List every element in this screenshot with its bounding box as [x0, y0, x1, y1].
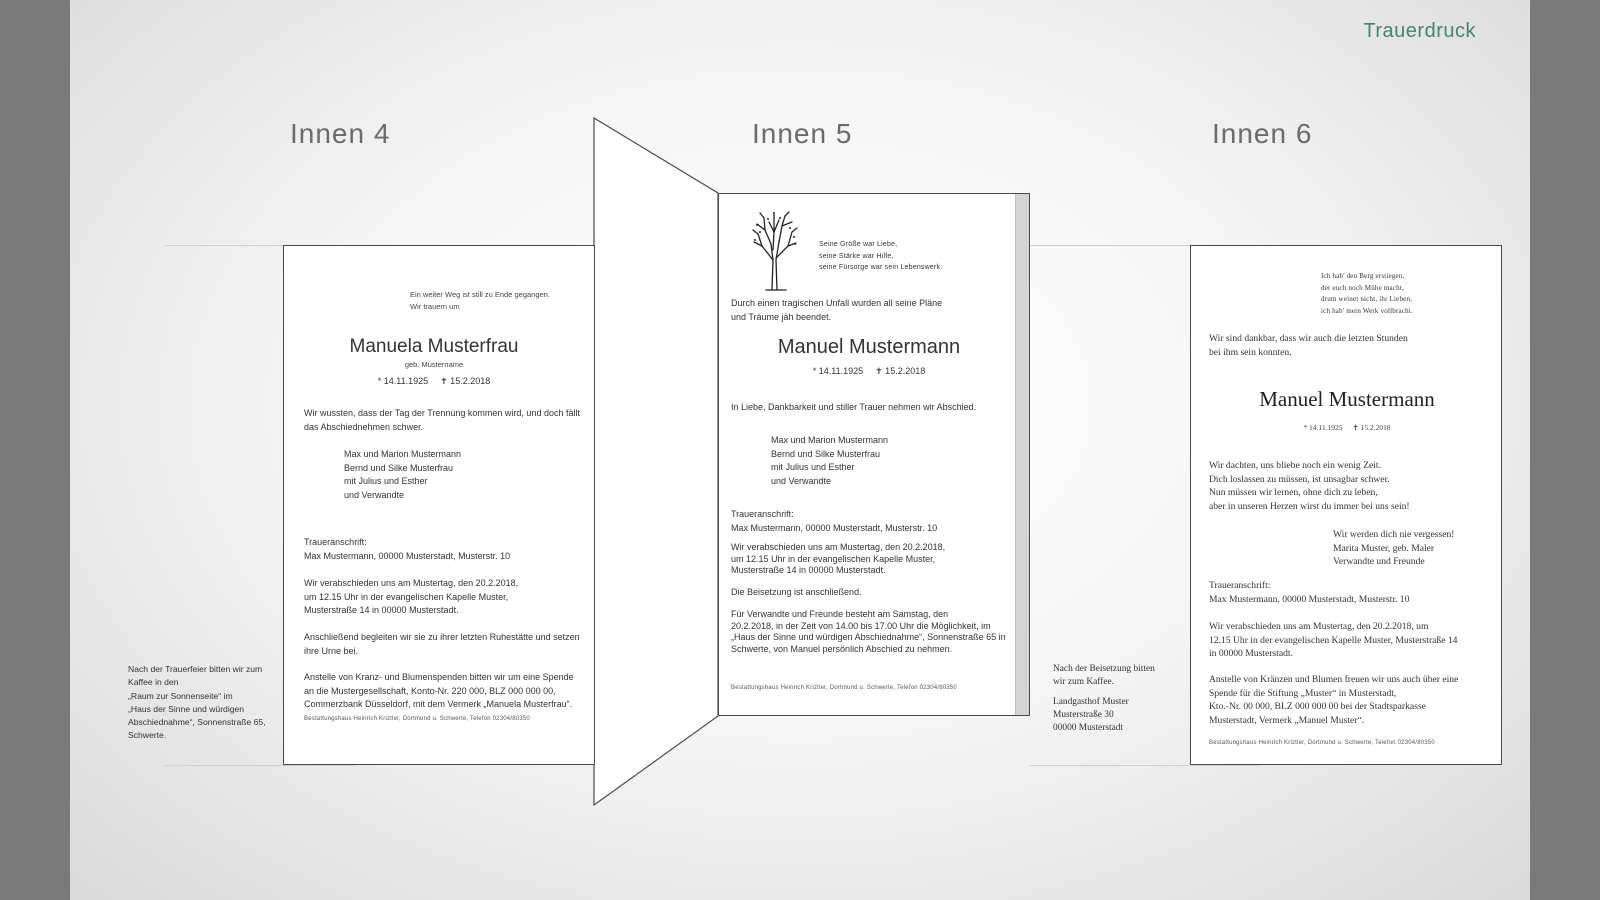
slide — [70, 0, 1530, 900]
innen5-address: Traueranschrift: Max Mustermann, 00000 Musterstadt, Musterstr. 10 — [731, 509, 938, 533]
innen5-text1: In Liebe, Dankbarkeit und stiller Trauer nehmen wir Abschied. — [731, 402, 977, 412]
page-edge-shadow — [1015, 194, 1029, 715]
innen6-poem: Wir dachten, uns bliebe noch ein wenig Zeit. Dich loslassen zu müssen, ist unsagbar schwer. Nun müssen wir lernen, ohne dich zu leben, aber in unseren Herzen wirst du immer bei uns sein! — [1209, 460, 1410, 512]
innen6-footer: Bestattungshaus Heinrich Kriztler, Dortmund u. Schwerte, Telefon 02304/80350 — [1209, 740, 1435, 746]
innen4-family: Max und Marion Mustermann Bernd und Silke Musterfrau mit Julius und Esther und Verwandte — [344, 449, 462, 500]
innen4-donation: Anstelle von Kranz- und Blumenspenden bitten wir um eine Spende an die Mustergesellschaft, Konto-Nr. 220 000, BLZ 000 000 00, Commerzbank Düsseldorf, mit dem Vermerk „Manuela Musterfrau“. — [304, 672, 574, 709]
innen6-name: Manuel Mustermann — [1259, 387, 1435, 411]
innen6-verse: Ich hab' den Berg erstiegen, der euch noch Mühe macht, drum weinet nicht, ihr Lieben, ich hab' mein Werk vollbracht. — [1321, 272, 1413, 315]
innen6-dates: * 14.11.1925 ✝ 15.2.2018 — [1303, 423, 1391, 432]
innen5-dates: * 14.11.1925 ✝ 15.2.2018 — [812, 366, 926, 376]
innen4-name: Manuela Musterfrau — [349, 336, 519, 357]
innen5-verse: Seine Größe war Liebe, seine Stärke war Hilfe, seine Fürsorge war sein Lebenswerk. — [819, 241, 943, 271]
innen5-page — [718, 193, 1030, 716]
innen4-footer: Bestattungshaus Heinrich Kriztler, Dortmund u. Schwerte, Telefon 02304/80350 — [304, 716, 530, 722]
innen6-ceremony: Wir verabschieden uns am Mustertag, den 20.2.2018, um 12.15 Uhr in der evangelischen Kapelle Muster, Musterstraße 14 in 00000 Musterstadt. — [1209, 621, 1458, 659]
innen4-text1: Wir wussten, dass der Tag der Trennung kommen wird, und doch fällt das Abschiednehmen schwer. — [304, 408, 580, 432]
brand-logo-text: Trauerdruck — [1363, 20, 1476, 42]
innen4-page — [283, 245, 595, 765]
innen5-farewell: Für Verwandte und Freunde besteht am Samstag, den 20.2.2018, in der Zeit von 14.00 bis 17.00 Uhr die Möglichkeit, im „Haus der Sinne und würdigen Abschiednahme“, Sonnenstraße 65 in Schwerte, von Manuel persönlich Abschied zu nehmen. — [731, 609, 1006, 654]
innen6-family: Wir werden dich nie vergessen! Marita Muster, geb. Maler Verwandte und Freunde — [1333, 529, 1455, 567]
innen4-birth-name: geb. Mustername — [404, 360, 464, 369]
innen6-name-block — [1191, 387, 1503, 434]
innen4-name-block — [284, 336, 584, 388]
innen6-page — [1190, 245, 1502, 765]
innen4-side-note: Nach der Trauerfeier bitten wir zum Kaffee in den „Raum zur Sonnenseite“ im „Haus der Sinne und würdigen Abschiednahme“, Sonnenstraße 65, Schwerte. — [128, 664, 266, 741]
tree-icon — [752, 210, 798, 292]
innen5-footer: Bestattungshaus Heinrich Kriztler, Dortmund u. Schwerte, Telefon 02304/80350 — [731, 685, 957, 691]
innen5-family: Max und Marion Mustermann Bernd und Silke Musterfrau mit Julius und Esther und Verwandte — [771, 435, 889, 486]
innen6-donation: Anstelle von Kränzen und Blumen freuen wir uns auch über eine Spende für die Stiftung „Muster“ in Musterstadt, Kto.-Nr. 00 000, BLZ 000 000 00 bei der Stadtsparkasse Musterstadt, Vermerk „Manuel Muster“. — [1209, 674, 1459, 726]
innen6-intro: Wir sind dankbar, dass wir auch die letzten Stunden bei ihm sein konnten. — [1209, 333, 1408, 358]
innen4-dates: * 14.11.1925 ✝ 15.2.2018 — [377, 375, 491, 386]
innen5-name: Manuel Mustermann — [777, 336, 961, 358]
innen5-intro: Durch einen tragischen Unfall wurden all seine Pläne und Träume jäh beendet. — [731, 298, 943, 322]
innen5-burial: Die Beisetzung ist anschließend. — [731, 587, 862, 597]
innen4-ceremony: Wir verabschieden uns am Mustertag, den 20.2.2018, um 12.15 Uhr in der evangelischen Kapelle Muster, Musterstraße 14 in 00000 Musterstadt. — [304, 578, 519, 615]
innen4-intro: Ein weiter Weg ist still zu Ende gegangen. Wir trauern um — [410, 290, 550, 311]
heading-innen-4: Innen 4 — [290, 118, 391, 149]
innen4-address: Traueranschrift: Max Mustermann, 00000 Musterstadt, Musterstr. 10 — [304, 537, 511, 561]
innen4-burial: Anschließend begleiten wir sie zu ihrer letzten Ruhestätte und setzen ihre Urne bei. — [304, 632, 580, 656]
innen6-side-note: Nach der Beisetzung bitten wir zum Kaffee. Landgasthof Muster Musterstraße 30 00000 Musterstadt — [1053, 664, 1155, 734]
innen5-ceremony: Wir verabschieden uns am Mustertag, den 20.2.2018, um 12.15 Uhr in der evangelischen Kapelle Muster, Musterstraße 14 in 00000 Musterstadt. — [731, 542, 946, 575]
heading-innen-6: Innen 6 — [1212, 118, 1313, 149]
innen6-address: Traueranschrift: Max Mustermann, 00000 Musterstadt, Musterstr. 10 — [1209, 580, 1410, 605]
heading-innen-5: Innen 5 — [752, 118, 853, 149]
innen5-name-block — [719, 336, 1019, 379]
